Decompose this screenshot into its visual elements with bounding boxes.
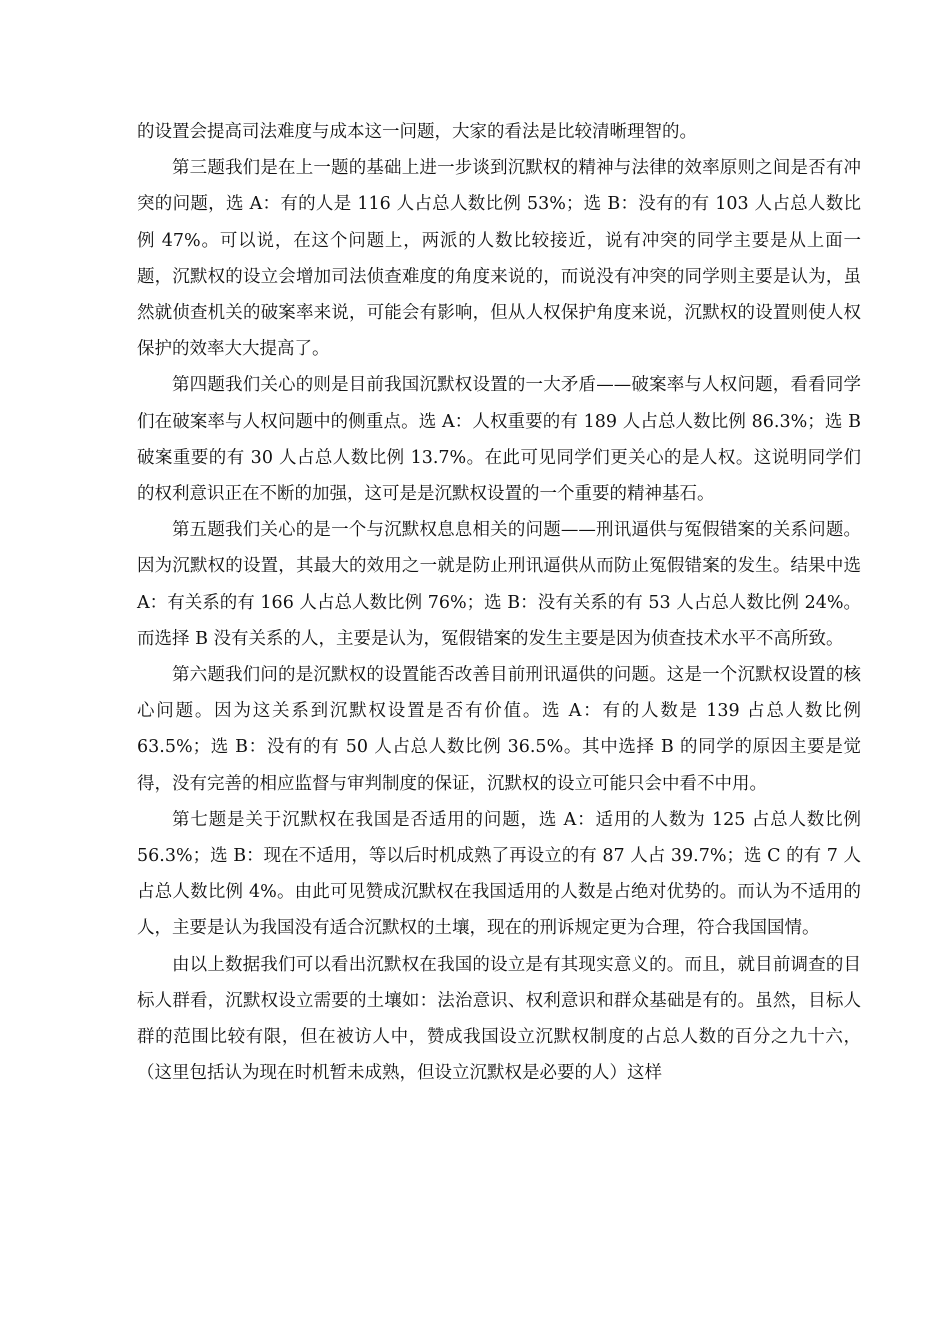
paragraph-continuation: 的设置会提高司法难度与成本这一问题，大家的看法是比较清晰理智的。	[137, 122, 697, 142]
paragraph-question-7: 第七题是关于沉默权在我国是否适用的问题，选 A：适用的人数为 125 占总人数比例 56.3%；选 B：现在不适用，等以后时机成熟了再设立的有 87 人占 39.7%；选 C 的有 7 人占总人数比例 4%。由此可见赞成沉默权在我国适用的人数是占绝对优势的。而认为不适用的人，主要是认为我国没有适合沉默权的土壤，现在的刑诉规定更为合理，符合我国国情。	[137, 809, 861, 939]
paragraph-question-6: 第六题我们问的是沉默权的设置能否改善目前刑讯逼供的问题。这是一个沉默权设置的核心问题。因为这关系到沉默权设置是否有价值。选 A：有的人数是 139 占总人数比例 63.5%；选 B：没有的有 50 人占总人数比例 36.5%。其中选择 B 的同学的原因主要是觉得，没有完善的相应监督与审判制度的保证，沉默权的设立可能只会中看不中用。	[137, 665, 861, 794]
paragraph-question-5: 第五题我们关心的是一个与沉默权息息相关的问题——刑讯逼供与冤假错案的关系问题。因为沉默权的设置，其最大的效用之一就是防止刑讯逼供从而防止冤假错案的发生。结果中选 A：有关系的有 166 人占总人数比例 76%；选 B：没有关系的有 53 人占总人数比例 24%。而选择 B 没有关系的人，主要是认为，冤假错案的发生主要是因为侦查技术水平不高所致。	[137, 520, 861, 649]
document-body	[137, 114, 861, 1091]
paragraph-question-3: 第三题我们是在上一题的基础上进一步谈到沉默权的精神与法律的效率原则之间是否有冲突的问题，选 A：有的人是 116 人占总人数比例 53%；选 B：没有的有 103 人占总人数比例 47%。可以说，在这个问题上，两派的人数比较接近，说有冲突的同学主要是从上面一题，沉默权的设立会增加司法侦查难度的角度来说的，而说没有冲突的同学则主要是认为，虽然就侦查机关的破案率来说，可能会有影响，但从人权保护角度来说，沉默权的设置则使人权保护的效率大大提高了。	[137, 158, 861, 360]
paragraph-conclusion: 由以上数据我们可以看出沉默权在我国的设立是有其现实意义的。而且，就目前调查的目标人群看，沉默权设立需要的土壤如：法治意识、权利意识和群众基础是有的。虽然，目标人群的范围比较有限，但在被访人中，赞成我国设立沉默权制度的占总人数的百分之九十六，（这里包括认为现在时机暂未成熟，但设立沉默权是必要的人）这样	[137, 954, 861, 1084]
paragraph-question-4: 第四题我们关心的则是目前我国沉默权设置的一大矛盾——破案率与人权问题，看看同学们在破案率与人权问题中的侧重点。选 A：人权重要的有 189 人占总人数比例 86.3%；选 B 破案重要的有 30 人占总人数比例 13.7%。在此可见同学们更关心的是人权。这说明同学们的权利意识正在不断的加强，这可是是沉默权设置的一个重要的精神基石。	[137, 375, 861, 505]
